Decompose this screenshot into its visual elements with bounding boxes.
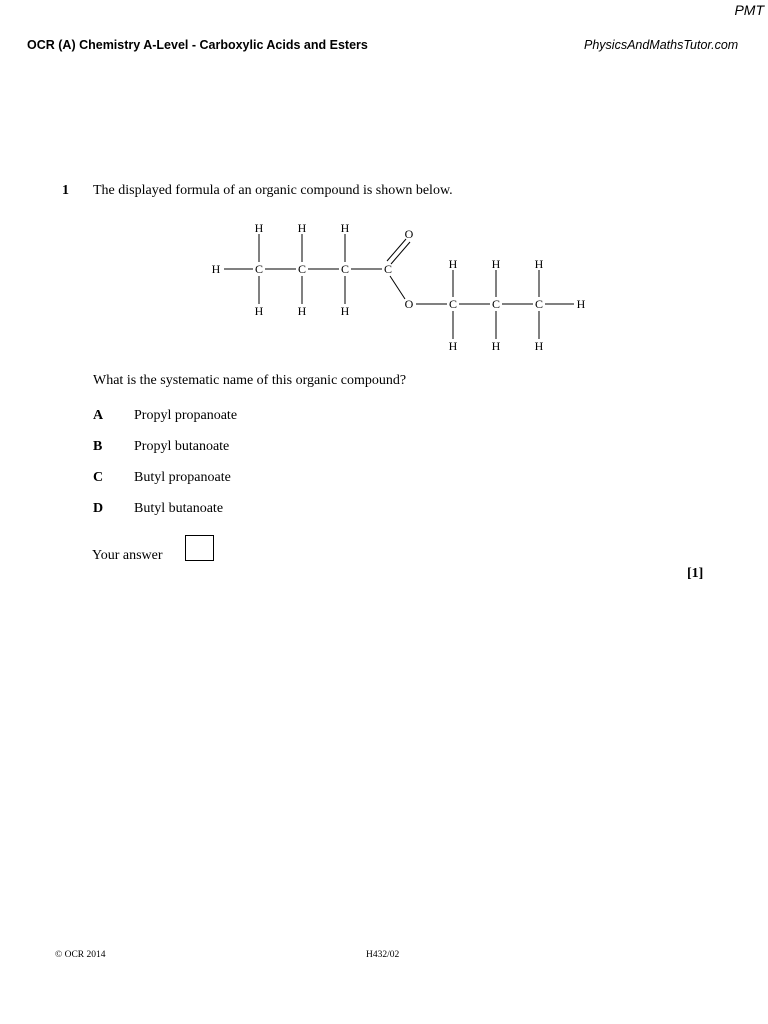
atom-o: O	[404, 297, 414, 311]
option-d-letter: D	[93, 501, 104, 516]
option-d-text: Butyl butanoate	[134, 501, 224, 516]
question-intro: The displayed formula of an organic compound is shown below.	[93, 183, 453, 198]
atom-h: H	[254, 304, 264, 318]
marks-indicator: [1]	[687, 566, 704, 581]
option-b-text: Propyl butanoate	[134, 439, 230, 454]
atom-c: C	[340, 262, 350, 276]
option-a-letter: A	[93, 408, 104, 423]
atom-h: H	[297, 304, 307, 318]
atom-h: H	[491, 257, 501, 271]
option-c-text: Butyl propanoate	[134, 470, 231, 485]
displayed-formula-diagram	[200, 220, 600, 360]
question-number: 1	[62, 183, 69, 198]
atom-c: C	[297, 262, 307, 276]
atom-h: H	[491, 339, 501, 353]
atom-h: H	[297, 221, 307, 235]
atom-h: H	[576, 297, 586, 311]
atom-c: C	[383, 262, 393, 276]
footer-paper-code: H432/02	[366, 950, 400, 960]
atom-labels	[212, 221, 586, 353]
atom-h: H	[340, 304, 350, 318]
atom-h: H	[534, 339, 544, 353]
bond-lines	[224, 234, 574, 339]
question-prompt: What is the systematic name of this organic compound?	[93, 373, 407, 388]
atom-h: H	[211, 262, 221, 276]
atom-h: H	[448, 339, 458, 353]
option-c-letter: C	[93, 470, 104, 485]
atom-o: O	[404, 227, 414, 241]
atom-h: H	[534, 257, 544, 271]
atom-c: C	[534, 297, 544, 311]
atom-c: C	[448, 297, 458, 311]
footer-copyright: © OCR 2014	[55, 950, 106, 960]
atom-c: C	[491, 297, 501, 311]
answer-box[interactable]	[185, 535, 214, 561]
site-name: PhysicsAndMathsTutor.com	[584, 38, 739, 52]
atom-c: C	[254, 262, 264, 276]
atom-h: H	[340, 221, 350, 235]
option-b-letter: B	[93, 439, 103, 454]
pmt-corner-mark: PMT	[734, 2, 764, 18]
answer-label: Your answer	[92, 548, 163, 563]
document-title: OCR (A) Chemistry A-Level - Carboxylic Acids and Esters	[27, 38, 368, 52]
atom-h: H	[254, 221, 264, 235]
option-a-text: Propyl propanoate	[134, 408, 238, 423]
atom-h: H	[448, 257, 458, 271]
